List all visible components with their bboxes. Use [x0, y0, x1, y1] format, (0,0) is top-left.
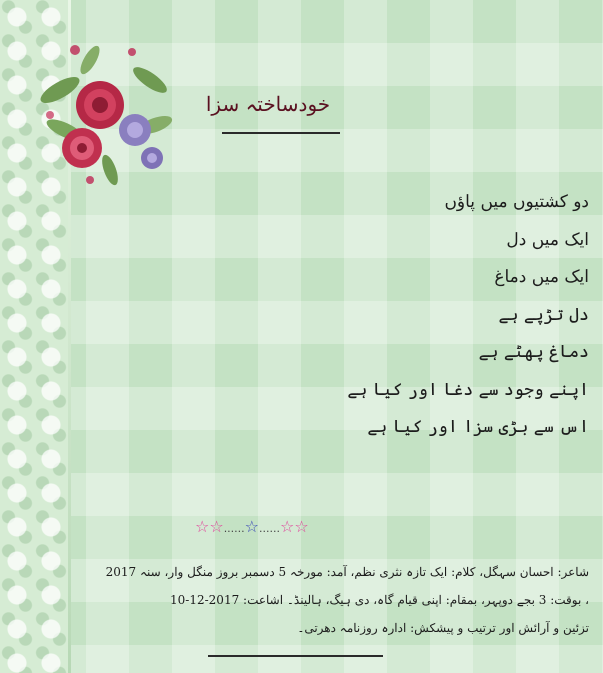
poem-line: ایک میں دماغ	[494, 267, 589, 287]
divider-dots: ......	[259, 522, 280, 535]
title-underline	[222, 132, 340, 134]
credits-underline	[208, 655, 383, 657]
credit-line: تزئین و آرائش اور ترتیب و پیشکش: ادارہ روزنامہ دھرتی۔	[297, 621, 589, 635]
poem-line: ایک میں دل	[506, 229, 589, 250]
star-divider	[195, 516, 370, 538]
star-icon: ☆☆	[280, 517, 309, 536]
divider-dots: ......	[223, 522, 245, 535]
poem-line: دو کشتیوں میں پاؤں	[444, 192, 589, 212]
poem-credits	[59, 558, 589, 642]
star-icon: ☆☆	[195, 517, 224, 536]
flower-bouquet-icon	[30, 20, 180, 190]
poem-line: دل تڑپے ہے	[498, 304, 589, 325]
poem-line: اپنے وجود سے دغا اور کیا ہے	[347, 379, 589, 400]
poem-line: اس سے بڑی سزا اور کیا ہے	[367, 417, 589, 437]
credit-line: شاعر: احسان سہگل، کلام: ایک تازہ نثری نظم، آمد: مورخہ 5 دسمبر بروز منگل وار، سنہ 2017	[105, 565, 589, 579]
poem-title: خودساختہ سزا	[205, 92, 331, 116]
credit-line: ، بوقت: 3 بجے دوپہر، بمقام: اپنی قیام گاہ، دی ہیگ، ہالینڈ۔ اشاعت: 2017-12-10	[169, 593, 589, 607]
poem-body	[229, 184, 589, 447]
star-icon: ☆	[244, 517, 260, 536]
poem-line: دماغ پھٹے ہے	[478, 342, 589, 362]
